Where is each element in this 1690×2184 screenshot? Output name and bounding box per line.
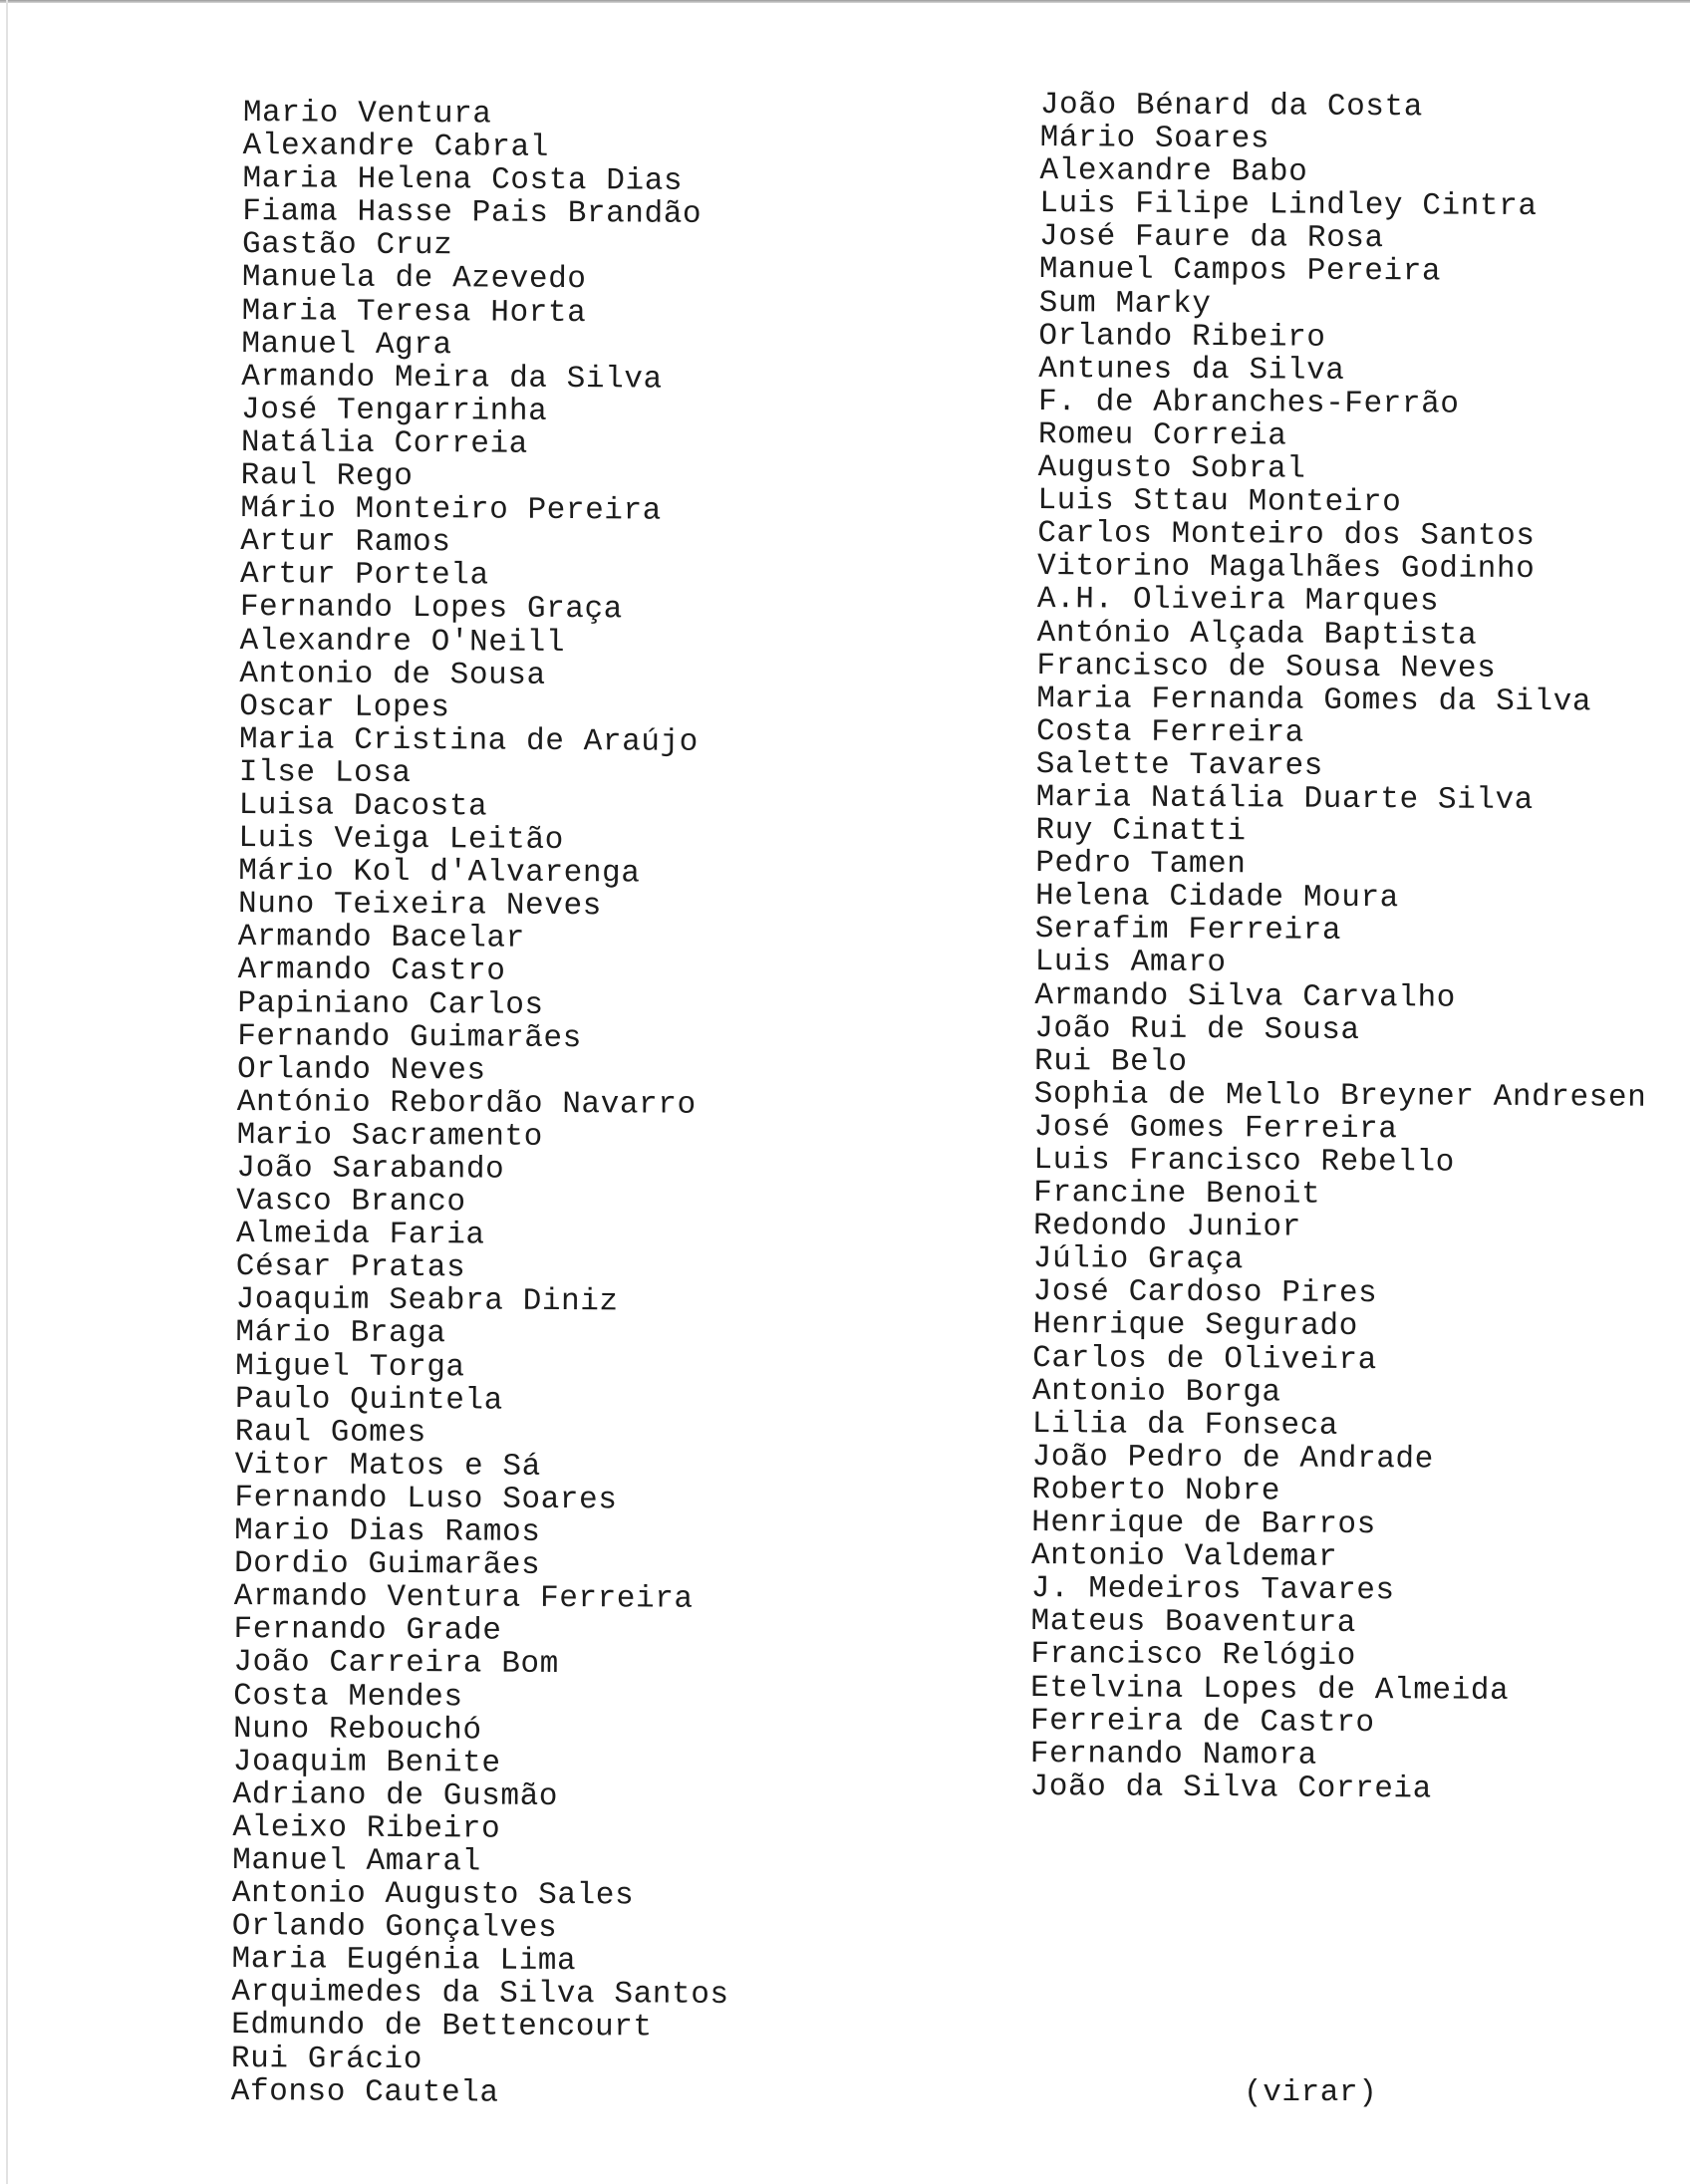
name-entry: Vasco Branco — [236, 1184, 466, 1221]
name-entry: Luis Sttau Monteiro — [1037, 483, 1402, 521]
name-entry: Armando Bacelar — [237, 920, 525, 957]
name-entry: F. de Abranches-Ferrão — [1037, 384, 1460, 422]
name-entry: Mário Kol d'Alvarenga — [238, 854, 641, 892]
name-entry: Orlando Ribeiro — [1038, 318, 1326, 356]
name-entry: João da Silva Correia — [1029, 1769, 1432, 1807]
name-entry: João Sarabando — [236, 1150, 505, 1188]
name-entry: Arquimedes da Silva Santos — [231, 1975, 729, 2014]
name-entry: Carlos Monteiro dos Santos — [1037, 516, 1536, 555]
right-name-column — [1029, 89, 1652, 1807]
name-entry: João Rui de Sousa — [1034, 1010, 1360, 1048]
name-entry: José Tengarrinha — [240, 392, 548, 429]
name-entry: José Gomes Ferreira — [1033, 1109, 1398, 1148]
name-entry: Helena Cidade Moura — [1034, 879, 1400, 917]
name-entry: Roberto Nobre — [1031, 1472, 1281, 1509]
name-entry: Manuel Amaral — [232, 1842, 481, 1880]
name-entry: João Pedro de Andrade — [1031, 1439, 1434, 1478]
name-entry: Manuel Agra — [241, 326, 452, 363]
name-entry: Lilia da Fonseca — [1031, 1406, 1339, 1444]
name-entry: Joaquim Seabra Diniz — [235, 1282, 619, 1320]
name-entry: Artur Portela — [239, 557, 489, 594]
name-entry: Alexandre O'Neill — [239, 623, 566, 661]
name-entry: Nuno Rebouchó — [232, 1711, 482, 1749]
name-entry: Artur Ramos — [240, 524, 451, 561]
name-entry: Mário Braga — [235, 1315, 446, 1352]
name-entry: Sum Marky — [1038, 285, 1212, 322]
name-entry: Luis Veiga Leitão — [238, 821, 565, 859]
name-entry: Salette Tavares — [1035, 746, 1324, 784]
name-entry: José Cardoso Pires — [1032, 1274, 1378, 1312]
name-entry: Miguel Torga — [235, 1348, 465, 1385]
name-entry: Manuela de Azevedo — [241, 260, 587, 298]
name-entry: Almeida Faria — [235, 1217, 485, 1253]
name-entry: Rui Grácio — [230, 2041, 423, 2077]
name-entry: Alexandre Babo — [1039, 153, 1308, 190]
name-entry: João Carreira Bom — [233, 1645, 559, 1683]
name-entry: Costa Mendes — [233, 1678, 463, 1715]
turn-page-note: (virar) — [1244, 2075, 1378, 2110]
name-entry: Mário Monteiro Pereira — [240, 491, 663, 529]
name-entry: Costa Ferreira — [1035, 713, 1305, 751]
name-entry: Henrique de Barros — [1031, 1505, 1376, 1543]
name-entry: Vitor Matos e Sá — [234, 1447, 541, 1485]
name-entry: António Alçada Baptista — [1036, 615, 1478, 654]
name-entry: Francisco Relógio — [1030, 1637, 1356, 1675]
name-entry: Sophia de Mello Breyner Andresen — [1033, 1076, 1647, 1116]
name-entry: Augusto Sobral — [1037, 450, 1306, 487]
name-entry: Etelvina Lopes de Almeida — [1030, 1670, 1510, 1709]
name-entry: Carlos de Oliveira — [1032, 1340, 1377, 1378]
name-entry: Mario Dias Ramos — [234, 1513, 541, 1550]
name-entry: Fernando Lopes Graça — [239, 590, 624, 628]
name-entry: Orlando Neves — [236, 1051, 486, 1089]
name-entry: Orlando Gonçalves — [231, 1909, 558, 1947]
name-entry: Edmundo de Bettencourt — [231, 2008, 653, 2046]
name-entry: Armando Castro — [237, 953, 506, 990]
name-entry: João Bénard da Costa — [1039, 88, 1424, 126]
left-name-column — [231, 97, 741, 2111]
name-entry: Luis Francisco Rebello — [1033, 1142, 1455, 1181]
name-entry: Armando Meira da Silva — [241, 359, 663, 398]
page-top-edge — [0, 0, 1690, 3]
name-entry: Fernando Grade — [233, 1612, 502, 1649]
name-entry: Mateus Boaventura — [1030, 1604, 1357, 1642]
name-entry: Antonio Valdemar — [1030, 1538, 1338, 1575]
name-entry: Antonio de Sousa — [239, 656, 546, 693]
name-entry: Mário Soares — [1039, 121, 1270, 157]
name-entry: Maria Fernanda Gomes da Silva — [1036, 681, 1592, 720]
name-entry: Gastão Cruz — [241, 227, 453, 264]
name-entry: Joaquim Benite — [232, 1744, 501, 1781]
name-entry: Mario Sacramento — [236, 1117, 543, 1155]
name-entry: Maria Natália Duarte Silva — [1035, 779, 1535, 819]
name-entry: Manuel Campos Pereira — [1038, 252, 1442, 290]
name-entry: Oscar Lopes — [239, 688, 450, 725]
name-entry: Antunes da Silva — [1038, 351, 1345, 389]
name-entry: Antonio Augusto Sales — [231, 1876, 635, 1914]
name-entry: Vitorino Magalhães Godinho — [1036, 549, 1536, 588]
name-entry: Rui Belo — [1033, 1043, 1188, 1080]
name-entry: Dordio Guimarães — [233, 1546, 541, 1583]
name-entry: César Pratas — [235, 1249, 466, 1286]
name-entry: António Rebordão Navarro — [236, 1084, 697, 1123]
name-entry: Francine Benoit — [1033, 1176, 1321, 1213]
name-entry: Romeu Correia — [1037, 416, 1287, 454]
name-entry: Ferreira de Castro — [1029, 1703, 1375, 1741]
name-entry: Maria Teresa Horta — [241, 293, 587, 331]
name-entry: Armando Silva Carvalho — [1034, 977, 1457, 1016]
name-entry: Mario Ventura — [242, 96, 492, 133]
name-entry: Natália Correia — [240, 424, 529, 462]
name-entry: Francisco de Sousa Neves — [1036, 648, 1497, 686]
name-entry: Ruy Cinatti — [1035, 813, 1247, 850]
name-entry: Fernando Guimarães — [237, 1018, 582, 1056]
name-entry: Antonio Borga — [1031, 1373, 1281, 1411]
name-entry: Armando Ventura Ferreira — [233, 1579, 694, 1618]
name-entry: Serafim Ferreira — [1034, 912, 1342, 950]
name-entry: Alexandre Cabral — [242, 129, 550, 165]
name-entry: Nuno Teixeira Neves — [237, 887, 603, 925]
name-entry: Maria Helena Costa Dias — [242, 161, 684, 199]
name-entry: Júlio Graça — [1032, 1241, 1245, 1278]
name-entry: Afonso Cautela — [230, 2073, 499, 2111]
name-entry: Raul Gomes — [234, 1414, 426, 1451]
name-entry: Redondo Junior — [1032, 1209, 1301, 1245]
name-entry: Pedro Tamen — [1035, 846, 1247, 883]
name-entry: Maria Eugénia Lima — [231, 1942, 577, 1980]
name-entry: Maria Cristina de Araújo — [238, 721, 700, 760]
name-entry: Aleixo Ribeiro — [232, 1809, 501, 1847]
name-entry: Papiniano Carlos — [237, 985, 544, 1023]
name-entry: Luis Filipe Lindley Cintra — [1039, 186, 1538, 225]
name-entry: Raul Rego — [240, 458, 414, 495]
name-entry: Fernando Luso Soares — [234, 1480, 618, 1518]
name-entry: Paulo Quintela — [234, 1381, 503, 1419]
name-entry: A.H. Oliveira Marques — [1036, 582, 1440, 620]
name-entry: J. Medeiros Tavares — [1030, 1571, 1395, 1609]
name-entry: Ilse Losa — [238, 754, 412, 791]
name-entry: Fiama Hasse Pais Brandão — [242, 194, 703, 233]
name-entry: Fernando Namora — [1029, 1736, 1317, 1774]
name-entry: Adriano de Gusmão — [232, 1776, 559, 1814]
name-entry: Luis Amaro — [1034, 945, 1227, 981]
name-entry: José Faure da Rosa — [1038, 219, 1384, 257]
name-entry: Henrique Segurado — [1032, 1307, 1358, 1345]
page-left-edge — [6, 0, 8, 2184]
name-entry: Luisa Dacosta — [238, 787, 488, 825]
